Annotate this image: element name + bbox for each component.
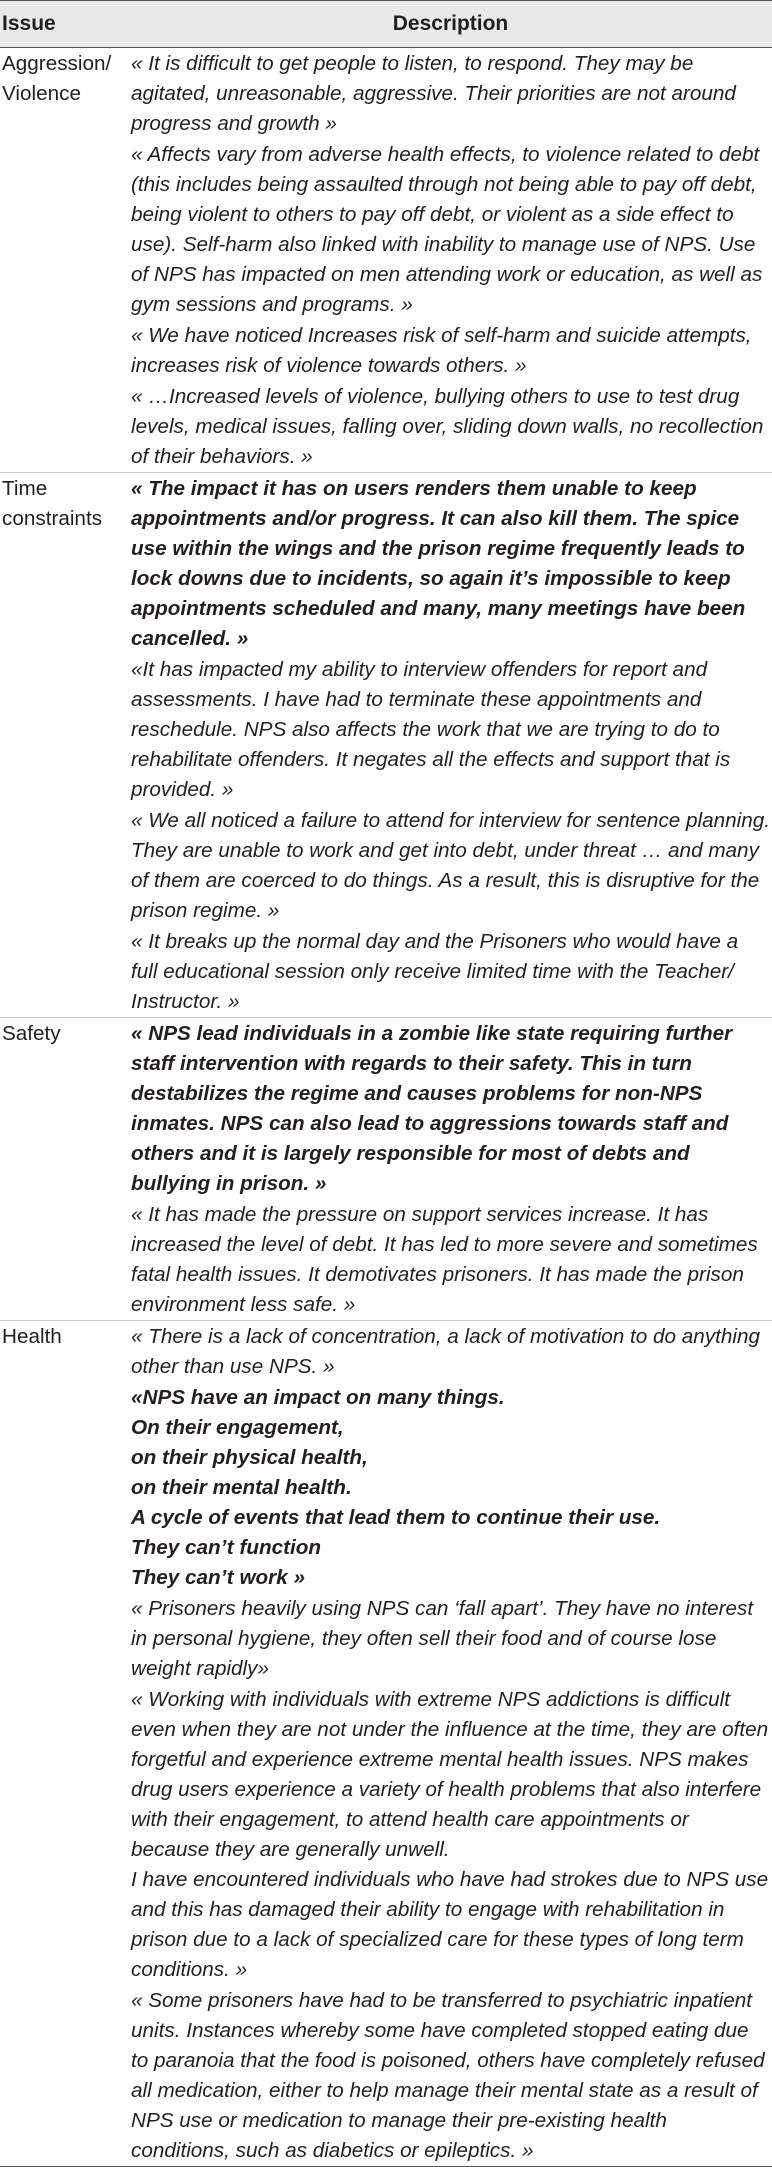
quote xyxy=(131,1019,770,1199)
quote xyxy=(131,1685,770,1985)
quote-line: «NPS have an impact on many things. xyxy=(131,1386,505,1409)
quote-line: « It breaks up the normal day and the Prisoners who would have a full educational session only receive limited time with the Teacher/ Instructor. » xyxy=(131,930,739,1013)
quote xyxy=(131,474,770,654)
quote-line: « NPS lead individuals in a zombie like state requiring further staff intervention with regards to their safety. This in turn destabilizes the regime and causes problems for non-NPS inmates. NPS can also lead to aggressions towards staff and others and it is largely responsible for most of debts and bullying in prison. » xyxy=(131,1022,733,1195)
issue-cell: Time constraints xyxy=(2,477,103,530)
description-cell xyxy=(131,473,772,1018)
quote xyxy=(131,140,770,320)
quote-line: on their mental health. xyxy=(131,1476,352,1499)
table-row xyxy=(0,1321,772,2167)
description-cell xyxy=(131,48,772,473)
quote-line: « It is difficult to get people to listen, to respond. They may be agitated, unreasonable, aggressive. Their priorities are not around progress and growth » xyxy=(131,52,736,135)
quote-line: « …Increased levels of violence, bullying others to use to test drug levels, medical issues, falling over, sliding down walls, no recollection of their behaviors. » xyxy=(131,385,764,468)
quote-line: « We have noticed Increases risk of self-harm and suicide attempts, increases risk of violence towards others. » xyxy=(131,324,752,377)
table-row xyxy=(0,48,772,473)
quote-line: « It has made the pressure on support services increase. It has increased the level of debt. It has led to more severe and sometimes fatal health issues. It demotivates prisoners. It has made the prison environment less safe. » xyxy=(131,1203,758,1316)
quote xyxy=(131,49,770,139)
quote-line: « Affects vary from adverse health effects, to violence related to debt (this includes being assaulted through not being able to pay off debt, being violent to others to pay off debt, or violent as a side effect to use). Self-harm also linked with inability to manage use of NPS. Use of NPS has impacted on men attending work or education, as well as gym sessions and programs. » xyxy=(131,143,763,316)
header-description: Description xyxy=(131,1,772,48)
quote xyxy=(131,1322,770,1382)
quote xyxy=(131,382,770,472)
quote-line: On their engagement, xyxy=(131,1416,344,1439)
quote-line: They can’t function xyxy=(131,1536,322,1559)
description-cell xyxy=(131,1018,772,1321)
quote-line: I have encountered individuals who have had strokes due to NPS use and this has damaged their ability to engage with rehabilitation in prison due to a lack of specialized care for these types of long term conditions. » xyxy=(131,1868,769,1981)
quote-line: « There is a lack of concentration, a lack of motivation to do anything other than use NPS. » xyxy=(131,1325,761,1378)
quote-line: « Working with individuals with extreme NPS addictions is difficult even when they are not under the influence at the time, they are often forgetful and experience extreme mental health issues. NPS makes drug users experience a variety of health problems that also interfere with their engagement, to attend health care appointments or because they are generally unwell. xyxy=(131,1688,769,1861)
header-issue: Issue xyxy=(0,1,131,48)
quote xyxy=(131,321,770,381)
issue-cell: Aggression/ Violence xyxy=(2,52,112,105)
table-row xyxy=(0,473,772,1018)
issue-cell: Safety xyxy=(2,1022,61,1045)
quote xyxy=(131,806,770,926)
quote-line: « We all noticed a failure to attend for interview for sentence planning. They are unable to work and get into debt, under threat … and many of them are coerced to do things. As a result, this is disruptive for the prison regime. » xyxy=(131,809,771,922)
quote xyxy=(131,655,770,805)
quote-line: « Prisoners heavily using NPS can ‘fall apart’. They have no interest in personal hygiene, they often sell their food and of course lose weight rapidly» xyxy=(131,1597,754,1680)
quote xyxy=(131,927,770,1017)
quote xyxy=(131,1200,770,1320)
description-cell xyxy=(131,1321,772,2167)
quote-line: «It has impacted my ability to interview offenders for report and assessments. I have had to terminate these appointments and reschedule. NPS also affects the work that we are trying to do to rehabilitate offenders. It negates all the effects and support that is provided. » xyxy=(131,658,731,801)
quote-line: They can’t work » xyxy=(131,1566,305,1589)
issue-cell: Health xyxy=(2,1325,62,1348)
quote xyxy=(131,1383,770,1593)
table-row xyxy=(0,1018,772,1321)
quote-line: « Some prisoners have had to be transferred to psychiatric inpatient units. Instances whereby some have completed stopped eating due to paranoia that the food is poisoned, others have completely refused all medication, either to help manage their mental state as a result of NPS use or medication to manage their pre-existing health conditions, such as diabetics or epileptics. » xyxy=(131,1989,765,2162)
quote xyxy=(131,1986,770,2166)
quote-line: « The impact it has on users renders them unable to keep appointments and/or progress. It can also kill them. The spice use within the wings and the prison regime frequently leads to lock downs due to incidents, so again it’s impossible to keep appointments scheduled and many, many meetings have been cancelled. » xyxy=(131,477,746,650)
quote xyxy=(131,1594,770,1684)
quote-line: on their physical health, xyxy=(131,1446,368,1469)
header-row xyxy=(0,1,772,48)
quote-line: A cycle of events that lead them to continue their use. xyxy=(131,1506,661,1529)
